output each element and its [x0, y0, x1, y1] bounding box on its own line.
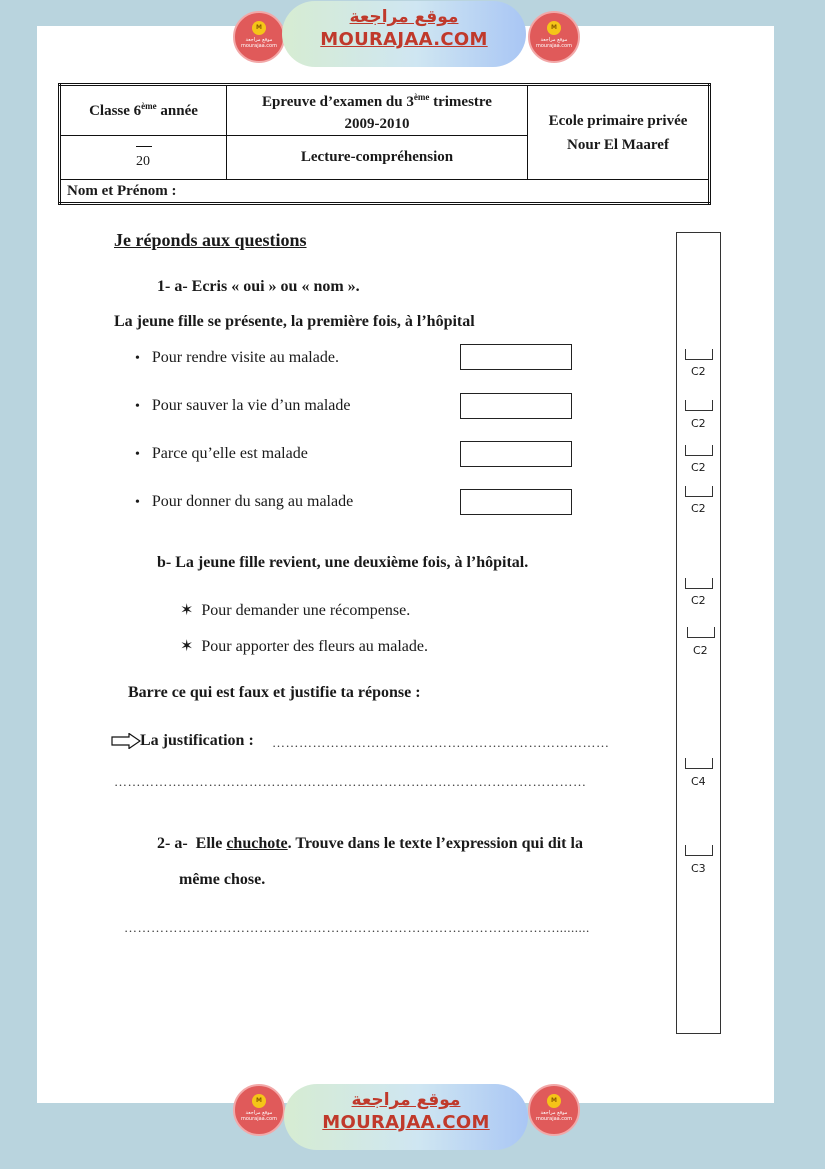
list-item: • Pour rendre visite au malade. — [135, 349, 339, 366]
answer-box-3[interactable] — [460, 441, 572, 467]
banner-arabic-title: موقع مراجعة — [349, 7, 459, 27]
banner-site-name[interactable]: MOURAJAA.COM — [320, 29, 488, 50]
q2a-question-line2: même chose. — [179, 871, 266, 888]
star-icon: ✶ — [180, 602, 194, 619]
name-field[interactable]: Nom et Prénom : — [60, 180, 710, 204]
justification-label: La justification : — [140, 732, 254, 749]
grade-code: C3 — [691, 862, 706, 875]
grade-code: C2 — [693, 644, 708, 657]
grade-code: C4 — [691, 775, 706, 788]
answer-box-4[interactable] — [460, 489, 572, 515]
grade-box[interactable] — [685, 845, 713, 856]
grade-code: C2 — [691, 594, 706, 607]
grade-code: C2 — [691, 461, 706, 474]
site-banner-top[interactable] — [282, 1, 526, 67]
score-cell — [60, 136, 227, 180]
q1a-instruction: 1- a- Ecris « oui » ou « nom ». — [157, 278, 360, 295]
list-item: • Pour donner du sang au malade — [135, 493, 354, 510]
section-title: Je réponds aux questions — [114, 230, 307, 250]
site-logo-badge: M موقع مراجعة mourajaa.com — [528, 1084, 580, 1136]
q1b-instruction: b- La jeune fille revient, une deuxième fois, à l’hôpital. — [157, 554, 529, 571]
justification-line[interactable]: ………………………………………………………………… — [272, 735, 610, 750]
grade-box[interactable] — [685, 445, 713, 456]
list-item: • Parce qu’elle est malade — [135, 445, 308, 462]
site-banner-bottom[interactable] — [284, 1084, 528, 1150]
grade-box[interactable] — [685, 486, 713, 497]
q2a-question: 2- a- Elle chuchote. Trouve dans le texte l’expression qui dit la — [157, 835, 583, 852]
site-logo-badge: M موقع مراجعة mourajaa.com — [233, 11, 285, 63]
arrow-right-icon — [111, 733, 141, 749]
subject-cell: Lecture-compréhension — [227, 136, 528, 180]
grade-code: C2 — [691, 502, 706, 515]
star-icon: ✶ — [180, 638, 194, 655]
q2a-answer-line[interactable]: ……………………………………………………………………………………......... — [124, 920, 590, 935]
q1a-stem: La jeune fille se présente, la première fois, à l’hôpital — [114, 313, 475, 330]
site-logo-badge: M موقع مراجعة mourajaa.com — [233, 1084, 285, 1136]
school-cell: Ecole primaire privée Nour El Maaref — [528, 85, 710, 180]
keyword: chuchote — [226, 835, 288, 852]
site-logo-badge: M موقع مراجعة mourajaa.com — [528, 11, 580, 63]
grade-box[interactable] — [685, 349, 713, 360]
answer-box-2[interactable] — [460, 393, 572, 419]
exam-title-cell: Epreuve d’examen du 3ème trimestre 2009-2010 — [227, 85, 528, 136]
class-cell: Classe 6ème année — [60, 85, 227, 136]
justification-line-2[interactable]: …………………………………………………………………………………………… — [114, 774, 587, 789]
grade-code: C2 — [691, 417, 706, 430]
grade-code: C2 — [691, 365, 706, 378]
list-item[interactable]: ✶ Pour demander une récompense. — [180, 602, 411, 619]
grade-box[interactable] — [687, 627, 715, 638]
q1b-task: Barre ce qui est faux et justifie ta réponse : — [128, 684, 421, 701]
list-item: • Pour sauver la vie d’un malade — [135, 397, 351, 414]
grade-box[interactable] — [685, 758, 713, 769]
list-item[interactable]: ✶ Pour apporter des fleurs au malade. — [180, 638, 428, 655]
grade-box[interactable] — [685, 400, 713, 411]
answer-box-1[interactable] — [460, 344, 572, 370]
exam-header-table — [58, 83, 711, 205]
grade-box[interactable] — [685, 578, 713, 589]
banner-site-name[interactable]: MOURAJAA.COM — [322, 1112, 490, 1133]
banner-arabic-title: موقع مراجعة — [351, 1090, 461, 1110]
score-total: 20 — [136, 153, 150, 169]
